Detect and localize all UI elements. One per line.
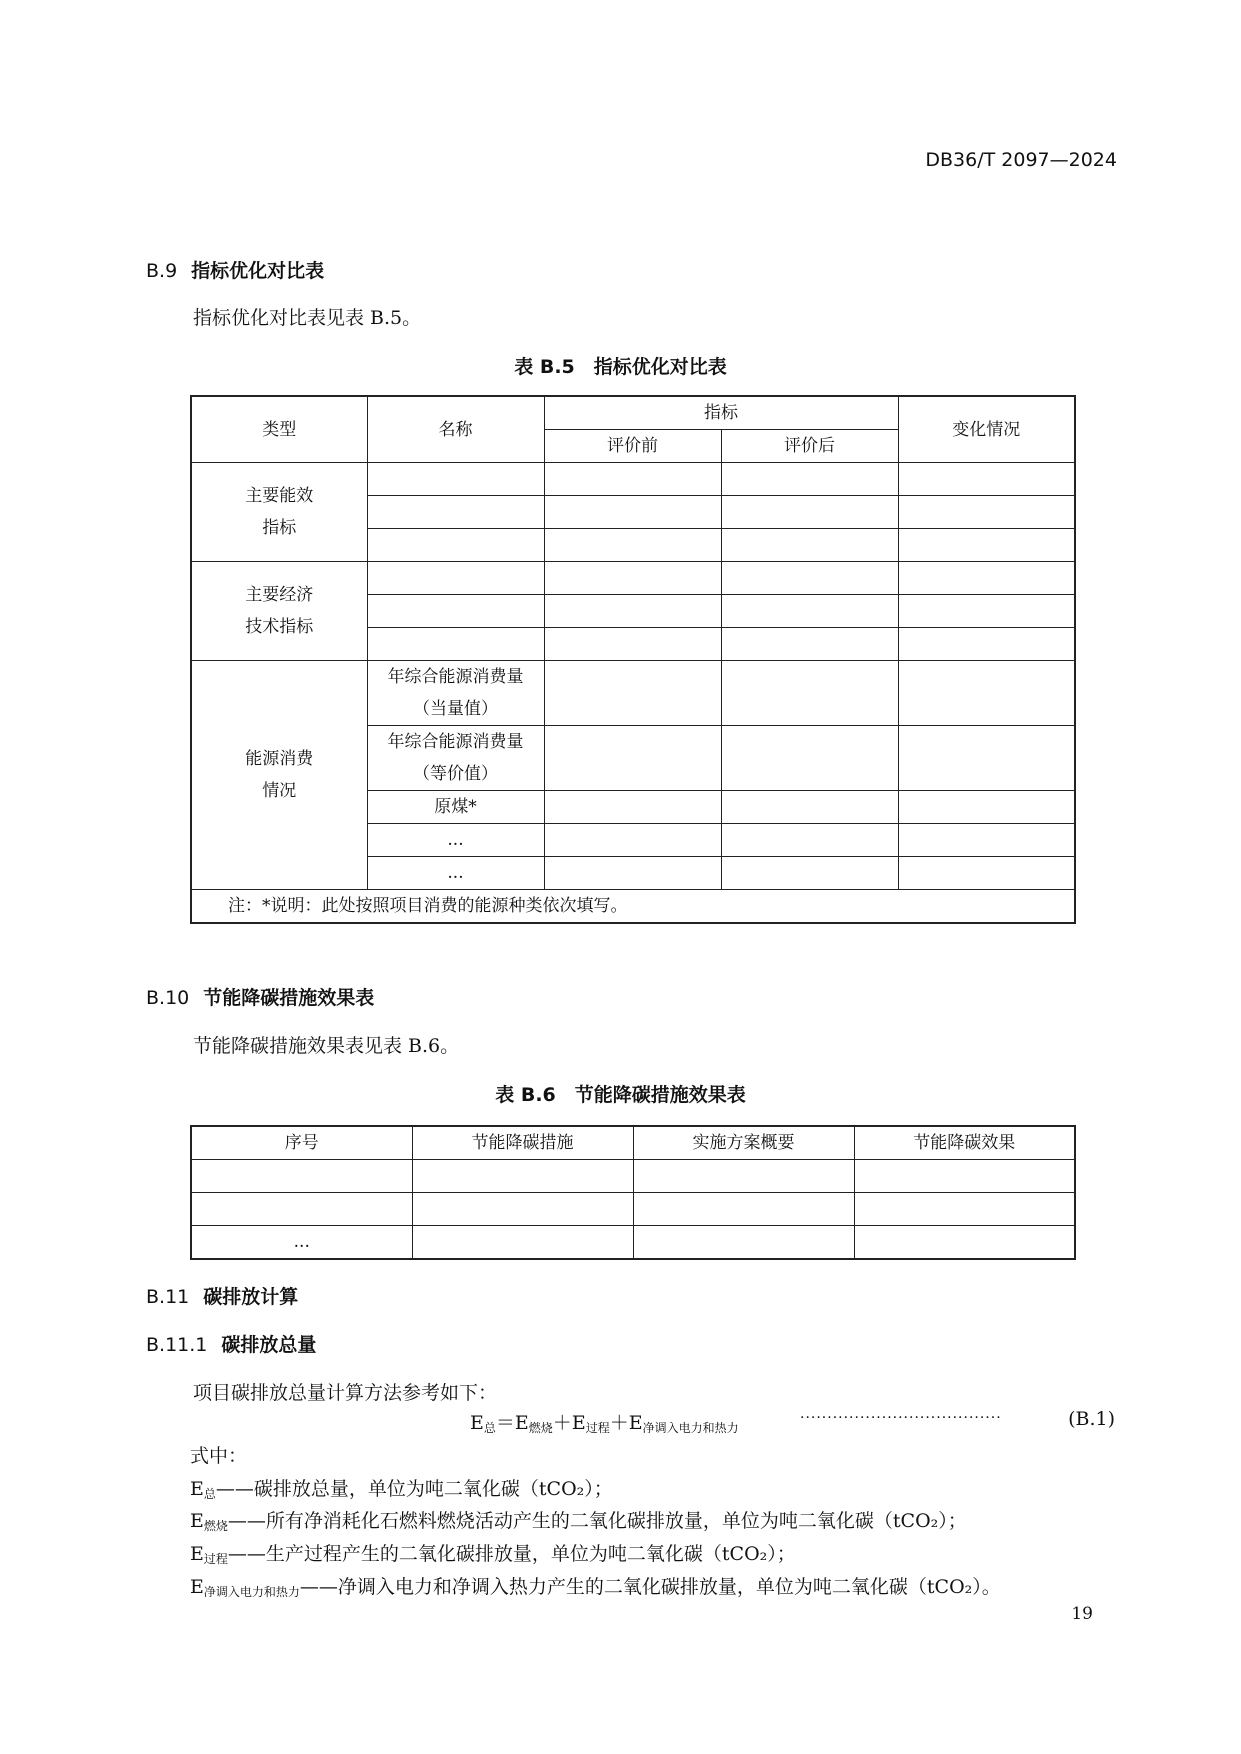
formula-operator: ＋ — [609, 1412, 629, 1434]
table-cell — [544, 857, 721, 890]
table-cell — [721, 726, 898, 791]
table-cell — [721, 628, 898, 661]
term-description: ——净调入电力和净调入热力产生的二氧化碳排放量，单位为吨二氧化碳（tCO₂）。 — [299, 1576, 1001, 1598]
header-name: 名称 — [367, 396, 544, 463]
formula-subscript: 净调入电力和热力 — [203, 1585, 300, 1599]
header-serial: 序号 — [191, 1126, 412, 1160]
page-number: 19 — [1071, 1604, 1093, 1624]
table-cell — [721, 824, 898, 857]
table-cell — [544, 628, 721, 661]
formula-symbol: E — [190, 1543, 204, 1565]
table-cell — [412, 1160, 633, 1193]
formula-subscript: 燃烧 — [203, 1519, 228, 1533]
table-cell — [367, 463, 544, 496]
section-b11-heading — [146, 1282, 298, 1309]
group-energy-efficiency — [191, 463, 367, 562]
where-label: 式中： — [190, 1445, 248, 1467]
table-cell — [367, 496, 544, 529]
formula-subscript: 总 — [483, 1421, 496, 1435]
term-description: ——生产过程产生的二氧化碳排放量，单位为吨二氧化碳（tCO₂）； — [227, 1543, 796, 1565]
section-number: B.11 — [146, 1286, 190, 1308]
row-label-ellipsis: ... — [367, 857, 544, 890]
table-b6 — [190, 1125, 1076, 1260]
section-number: B.9 — [146, 260, 178, 282]
table-cell — [721, 857, 898, 890]
table-cell — [191, 1193, 412, 1226]
section-number: B.11.1 — [146, 1334, 208, 1356]
table-cell — [898, 791, 1075, 824]
group-economic-technical — [191, 562, 367, 661]
table-cell — [721, 791, 898, 824]
row-label-line: （当量值） — [413, 699, 498, 719]
section-title: 碳排放计算 — [203, 1286, 299, 1308]
group-label-line: 技术指标 — [245, 617, 314, 637]
table-cell — [898, 628, 1075, 661]
table-cell — [412, 1226, 633, 1260]
table-cell — [544, 496, 721, 529]
table-cell — [721, 595, 898, 628]
group-label-line: 指标 — [262, 518, 297, 538]
row-label-raw-coal: 原煤* — [367, 791, 544, 824]
header-plan-summary: 实施方案概要 — [633, 1126, 854, 1160]
table-cell — [544, 791, 721, 824]
section-title: 指标优化对比表 — [191, 260, 325, 282]
table-cell — [367, 562, 544, 595]
table-cell — [367, 595, 544, 628]
table-cell — [721, 562, 898, 595]
section-b111-heading — [146, 1330, 316, 1357]
header-before: 评价前 — [544, 430, 721, 463]
section-title: 节能降碳措施效果表 — [203, 987, 375, 1009]
formula-subscript: 过程 — [585, 1421, 610, 1435]
table-cell — [898, 496, 1075, 529]
table-cell — [544, 661, 721, 726]
table-cell — [898, 824, 1075, 857]
table-cell — [721, 529, 898, 562]
formula-symbol: E — [190, 1576, 204, 1598]
group-label-line: 主要能效 — [245, 486, 314, 506]
where-term-total — [190, 1474, 613, 1502]
where-term-process — [190, 1539, 796, 1567]
section-number: B.10 — [146, 987, 190, 1009]
where-term-fuel — [190, 1506, 967, 1534]
formula-subscript: 总 — [203, 1487, 216, 1501]
table-cell — [898, 661, 1075, 726]
term-description: ——所有净消耗化石燃料燃烧活动产生的二氧化碳排放量，单位为吨二氧化碳（tCO₂）； — [227, 1510, 967, 1532]
formula-leader-dots: ····································· — [800, 1410, 1002, 1426]
header-measure: 节能降碳措施 — [412, 1126, 633, 1160]
header-effect: 节能降碳效果 — [854, 1126, 1075, 1160]
table-cell — [898, 463, 1075, 496]
table-cell — [721, 496, 898, 529]
row-label-equal-value — [367, 726, 544, 791]
table-cell — [898, 726, 1075, 791]
table-cell — [721, 661, 898, 726]
group-label-line: 能源消费 — [245, 749, 314, 769]
table-cell — [191, 1160, 412, 1193]
table-cell — [854, 1193, 1075, 1226]
section-title: 碳排放总量 — [221, 1334, 317, 1356]
formula-operator: ＋ — [552, 1412, 572, 1434]
section-b111-intro: 项目碳排放总量计算方法参考如下： — [193, 1382, 498, 1404]
row-label-line: 年综合能源消费量 — [387, 732, 524, 752]
formula-symbol: E — [470, 1412, 484, 1434]
section-b10-heading — [146, 983, 374, 1010]
row-label-line: 年综合能源消费量 — [387, 667, 524, 687]
table-cell — [544, 463, 721, 496]
row-label-line: （等价值） — [413, 764, 498, 784]
header-indicator: 指标 — [544, 396, 898, 430]
formula-symbol: E — [628, 1412, 643, 1434]
section-b10-intro: 节能降碳措施效果表见表 B.6。 — [193, 1035, 460, 1057]
table-cell — [544, 562, 721, 595]
table-cell — [367, 628, 544, 661]
table-cell — [544, 824, 721, 857]
formula-operator: ＝ — [495, 1412, 515, 1434]
formula-symbol: E — [190, 1510, 204, 1532]
table-cell — [544, 529, 721, 562]
where-term-net — [190, 1572, 1001, 1600]
header-after: 评价后 — [721, 430, 898, 463]
group-label-line: 情况 — [262, 781, 297, 801]
formula-subscript: 过程 — [203, 1552, 228, 1566]
table-cell — [721, 463, 898, 496]
section-b9-heading — [146, 256, 324, 283]
term-description: ——碳排放总量，单位为吨二氧化碳（tCO₂）； — [215, 1478, 613, 1500]
table-cell — [854, 1160, 1075, 1193]
formula-subscript: 燃烧 — [528, 1421, 553, 1435]
table-cell — [367, 529, 544, 562]
table-cell — [544, 595, 721, 628]
table-cell — [544, 726, 721, 791]
row-label-ellipsis: ... — [191, 1226, 412, 1260]
group-energy-consumption — [191, 661, 367, 890]
table-cell — [898, 529, 1075, 562]
table-b6-caption: 表 B.6 节能降碳措施效果表 — [495, 1084, 746, 1106]
table-note: 注：*说明：此处按照项目消费的能源种类依次填写。 — [191, 890, 1075, 924]
document-number: DB36/T 2097—2024 — [925, 149, 1117, 171]
header-change: 变化情况 — [898, 396, 1075, 463]
formula-b1 — [470, 1408, 739, 1436]
table-cell — [633, 1160, 854, 1193]
row-label-ellipsis: ... — [367, 824, 544, 857]
formula-symbol: E — [571, 1412, 586, 1434]
section-b9-intro: 指标优化对比表见表 B.5。 — [193, 307, 422, 329]
formula-symbol: E — [514, 1412, 529, 1434]
table-cell — [898, 562, 1075, 595]
row-label-equivalent — [367, 661, 544, 726]
table-cell — [412, 1193, 633, 1226]
formula-symbol: E — [190, 1478, 204, 1500]
table-cell — [633, 1226, 854, 1260]
formula-label: (B.1) — [1068, 1408, 1115, 1430]
table-cell — [633, 1193, 854, 1226]
table-cell — [898, 857, 1075, 890]
table-cell — [854, 1226, 1075, 1260]
group-label-line: 主要经济 — [245, 585, 314, 605]
table-cell — [898, 595, 1075, 628]
formula-subscript: 净调入电力和热力 — [642, 1421, 739, 1435]
header-type: 类型 — [191, 396, 367, 463]
table-b5-caption: 表 B.5 指标优化对比表 — [514, 356, 727, 378]
table-b5 — [190, 395, 1076, 924]
